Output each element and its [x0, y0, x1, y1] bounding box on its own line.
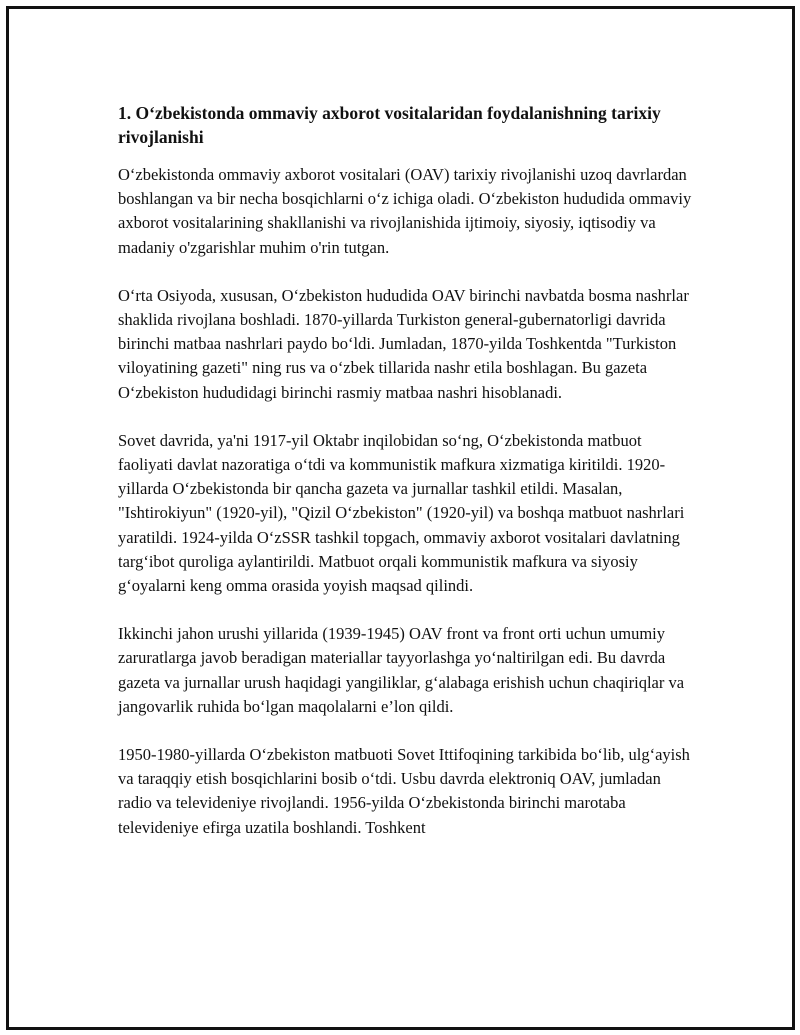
paragraph-central-asia-press: O‘rta Osiyoda, xususan, O‘zbekiston hududida OAV birinchi navbatda bosma nashrlar shaklida rivojlana boshladi. 1870-yillarda Turkiston general-gubernatorligi davrida birinchi matbaa nashrlari paydo bo‘ldi. Jumladan, 1870-yilda Toshkentda "Turkiston viloyatining gazeti" ning rus va o‘zbek tillarida nashr etila boshlagan. Bu gazeta O‘zbekiston hududidagi birinchi rasmiy matbaa nashri hisoblanadi. [118, 285, 689, 402]
paragraph-1950-1980: 1950-1980-yillarda O‘zbekiston matbuoti Sovet Ittifoqining tarkibida bo‘lib, ulg‘ayish va taraqqiy etish bosqichlarini bosib o‘tdi. Usbu davrda elektroniq OAV, jumladan radio va televideniye rivojlandi. 1956-yilda O‘zbekistonda birinchi marotaba televideniye efirga uzatila boshlandi. Toshkent [118, 745, 690, 837]
document-page [6, 6, 795, 1030]
paragraph-soviet-period: Sovet davrida, ya'ni 1917-yil Oktabr inqilobidan so‘ng, O‘zbekistonda matbuot faoliyati davlat nazoratiga o‘tdi va kommunistik mafkura xizmatiga kiritildi. 1920-yillarda O‘zbekistonda bir qancha gazeta va jurnallar tashkil etildi. Masalan, "Ishtirokiyun" (1920-yil), "Qizil O‘zbekiston" (1920-yil) va boshqa matbuot nashrlari yaratildi. 1924-yilda O‘zSSR tashkil topgach, ommaviy axborot vositalari davlatning targ‘ibot quroliga aylantirildi. Matbuot orqali kommunistik mafkura va siyosiy g‘oyalarni keng omma orasida yoyish maqsad qilindi. [118, 430, 685, 596]
document-body [118, 96, 693, 864]
paragraph-intro: O‘zbekistonda ommaviy axborot vositalari (OAV) tarixiy rivojlanishi uzoq davrlardan boshlangan va bir necha bosqichlarni o‘z ichiga oladi. O‘zbekiston hududida ommaviy axborot vositalarining shakllanishi va rivojlanishida ijtimoiy, siyosiy, iqtisodiy va madaniy o'zgarishlar muhim o'rin tutgan. [118, 165, 692, 257]
section-heading: 1. O‘zbekistonda ommaviy axborot vositalaridan foydalanishning tarixiy rivojlanishi [118, 103, 661, 147]
paragraph-world-war-two: Ikkinchi jahon urushi yillarida (1939-1945) OAV front va front orti uchun umumiy zaruratlarga javob beradigan materiallar tayyorlashga yo‘naltirilgan edi. Bu davrda gazeta va jurnallar urush haqidagi yangiliklar, g‘alabaga erishish uchun chaqiriqlar va jangovarlik ruhida bo‘lgan maqolalarni e’lon qildi. [118, 624, 685, 716]
